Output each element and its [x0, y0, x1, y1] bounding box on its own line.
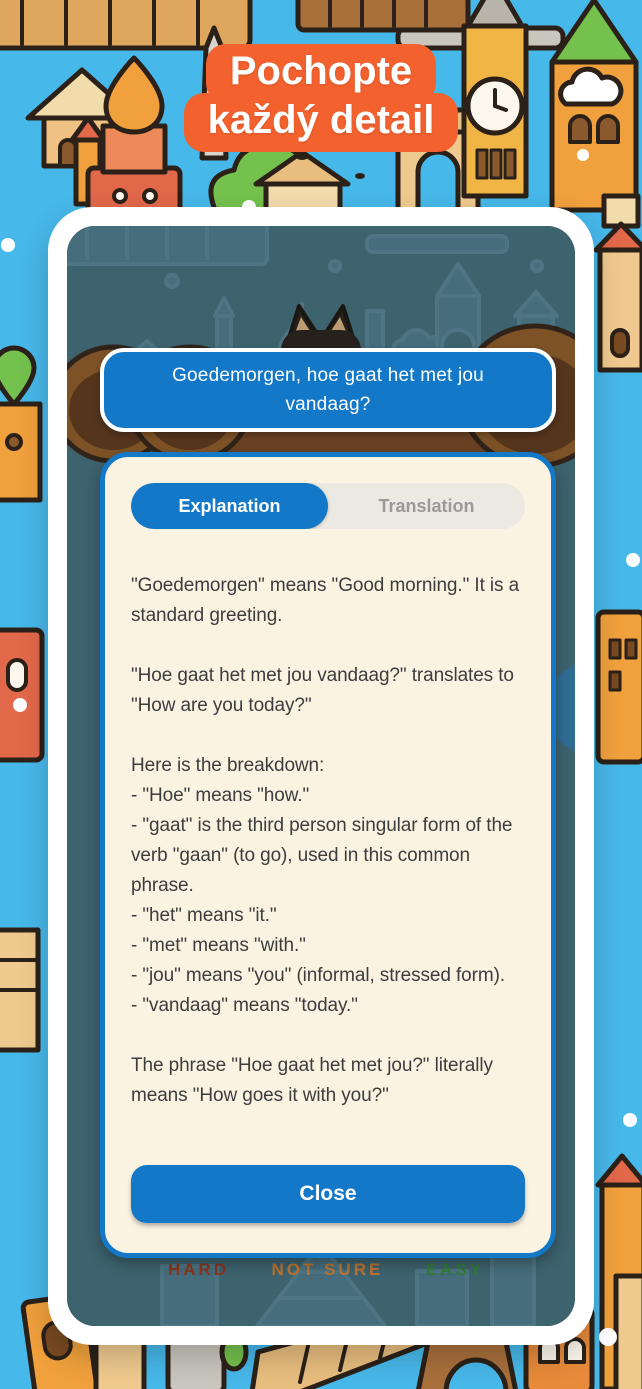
explanation-paragraph: Here is the breakdown: - "Hoe" means "how." - "gaat" is the third person singular form of the verb "gaan" (to go), used in this common phrase. - "het" means "it." - "met" means "with." - "jou" means "you" (informal, stressed form). - "vandaag" means "today.": [131, 755, 513, 1016]
page-title: [0, 44, 642, 152]
title-line-1: Pochopte: [206, 44, 436, 103]
explanation-paragraph: "Hoe gaat het met jou vandaag?" translates to "How are you today?": [131, 665, 514, 716]
rating-label-easy[interactable]: EASY: [425, 1260, 484, 1279]
title-line-2: každý detail: [184, 93, 459, 152]
speech-bubble: [100, 348, 556, 432]
close-button[interactable]: Close: [131, 1165, 525, 1223]
explanation-paragraph: "Goedemorgen" means "Good morning." It is a standard greeting.: [131, 575, 520, 626]
tab-explanation[interactable]: Explanation: [131, 483, 328, 529]
speech-bubble-text: Goedemorgen, hoe gaat het met jou vandaag?: [172, 364, 484, 415]
rating-label-hard[interactable]: HARD: [168, 1260, 230, 1279]
explanation-body: [131, 571, 525, 1111]
explanation-paragraph: The phrase "Hoe gaat het met jou?" literally means "How goes it with you?": [131, 1055, 493, 1106]
tab-translation[interactable]: Translation: [378, 495, 475, 516]
explanation-modal: [100, 452, 556, 1258]
app-screen: [67, 226, 575, 1326]
phone-frame: [48, 207, 594, 1345]
tab-bar: [131, 483, 525, 529]
rating-labels: [67, 1260, 575, 1280]
rating-label-not-sure[interactable]: NOT SURE: [271, 1260, 384, 1279]
